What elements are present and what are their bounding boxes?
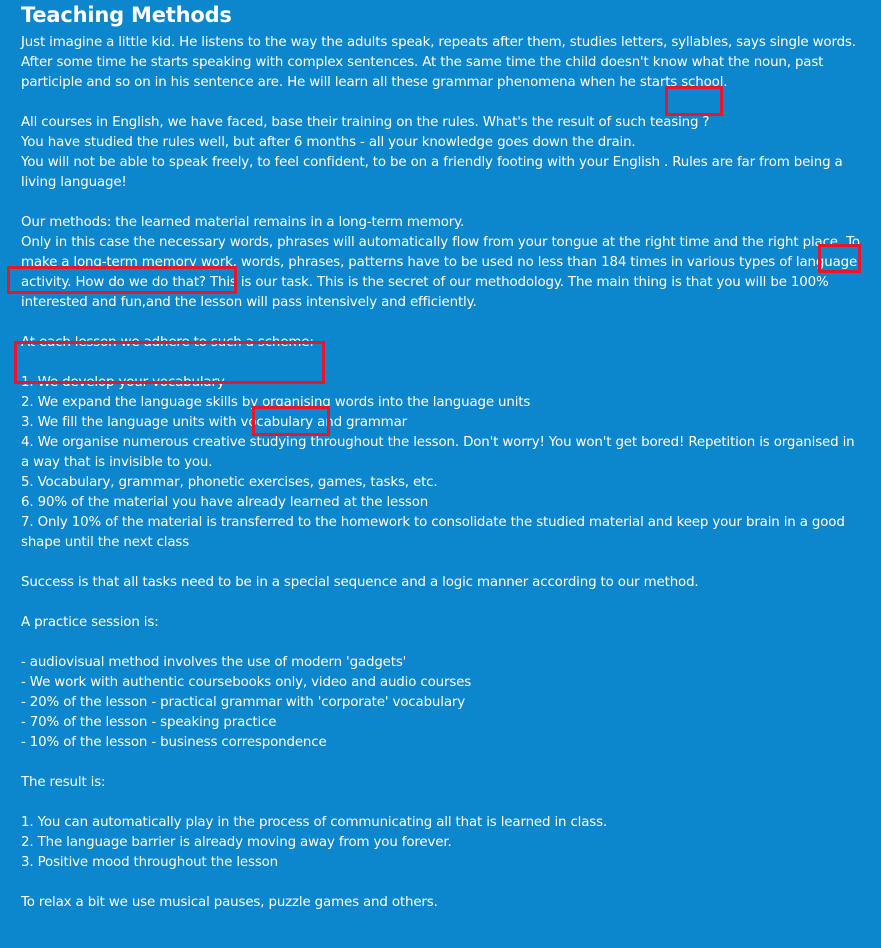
- practice-item: - We work with authentic coursebooks only, video and audio courses: [21, 675, 472, 690]
- scheme-intro: At each lesson we adhere to such a scheme:: [21, 335, 314, 350]
- result-item: 1. You can automatically play in the process of communicating all that is learned in class.: [21, 815, 608, 830]
- scheme-item: 5. Vocabulary, grammar, phonetic exercises, games, tasks, etc.: [21, 475, 438, 490]
- intro-paragraph: Just imagine a little kid. He listens to the way the adults speak, repeats after them, studies letters, syllables, says single words. After some time he starts speaking with complex sentences. At the same time the child doesn't know what the noun, past participle and so on in his sentence are. He will learn all these grammar phenomena when he starts school.: [21, 35, 856, 90]
- success-paragraph: Success is that all tasks need to be in a special sequence and a logic manner according to our method.: [21, 575, 699, 590]
- practice-item: - audiovisual method involves the use of modern 'gadgets': [21, 655, 407, 670]
- result-item: 3. Positive mood throughout the lesson: [21, 855, 279, 870]
- scheme-item: 1. We develop your vocabulary: [21, 375, 225, 390]
- scheme-item: 2. We expand the language skills by organising words into the language units: [21, 395, 531, 410]
- methods-paragraph-line2: Only in this case the necessary words, phrases will automatically flow from your tongue at the right time and the right place. To make a long-term memory work, words, phrases, patterns have to be used no less than 184 times in various types of language activity. How do we do that? This is our task. This is the secret of our methodology. The main thing is that you will be 100% interested and fun,and the lesson will pass intensively and efficiently.: [21, 235, 860, 310]
- courses-paragraph-line3: You will not be able to speak freely, to feel confident, to be on a friendly footing with your English . Rules are far from being a living language!: [21, 155, 843, 190]
- methods-paragraph-line1: Our methods: the learned material remains in a long-term memory.: [21, 215, 465, 230]
- practice-item: - 10% of the lesson - business correspondence: [21, 735, 327, 750]
- practice-item: - 70% of the lesson - speaking practice: [21, 715, 277, 730]
- scheme-item: 7. Only 10% of the material is transferred to the homework to consolidate the studied material and keep your brain in a good shape until the next class: [21, 515, 845, 550]
- content-page: [21, 0, 861, 913]
- relax-paragraph: To relax a bit we use musical pauses, puzzle games and others.: [21, 895, 438, 910]
- courses-paragraph-line2: You have studied the rules well, but after 6 months - all your knowledge goes down the drain.: [21, 135, 636, 150]
- page-title: Teaching Methods: [21, 3, 232, 27]
- result-item: 2. The language barrier is already moving away from you forever.: [21, 835, 452, 850]
- scheme-item: 4. We organise numerous creative studying throughout the lesson. Don't worry! You won't get bored! Repetition is organised in a way that is invisible to you.: [21, 435, 855, 470]
- scheme-item: 6. 90% of the material you have already learned at the lesson: [21, 495, 429, 510]
- result-intro: The result is:: [21, 775, 106, 790]
- article-body: [21, 33, 861, 913]
- practice-intro: A practice session is:: [21, 615, 159, 630]
- courses-paragraph-line1: All courses in English, we have faced, base their training on the rules. What's the result of such teasing ?: [21, 115, 710, 130]
- scheme-item: 3. We fill the language units with vocabulary and grammar: [21, 415, 407, 430]
- practice-item: - 20% of the lesson - practical grammar with 'corporate' vocabulary: [21, 695, 466, 710]
